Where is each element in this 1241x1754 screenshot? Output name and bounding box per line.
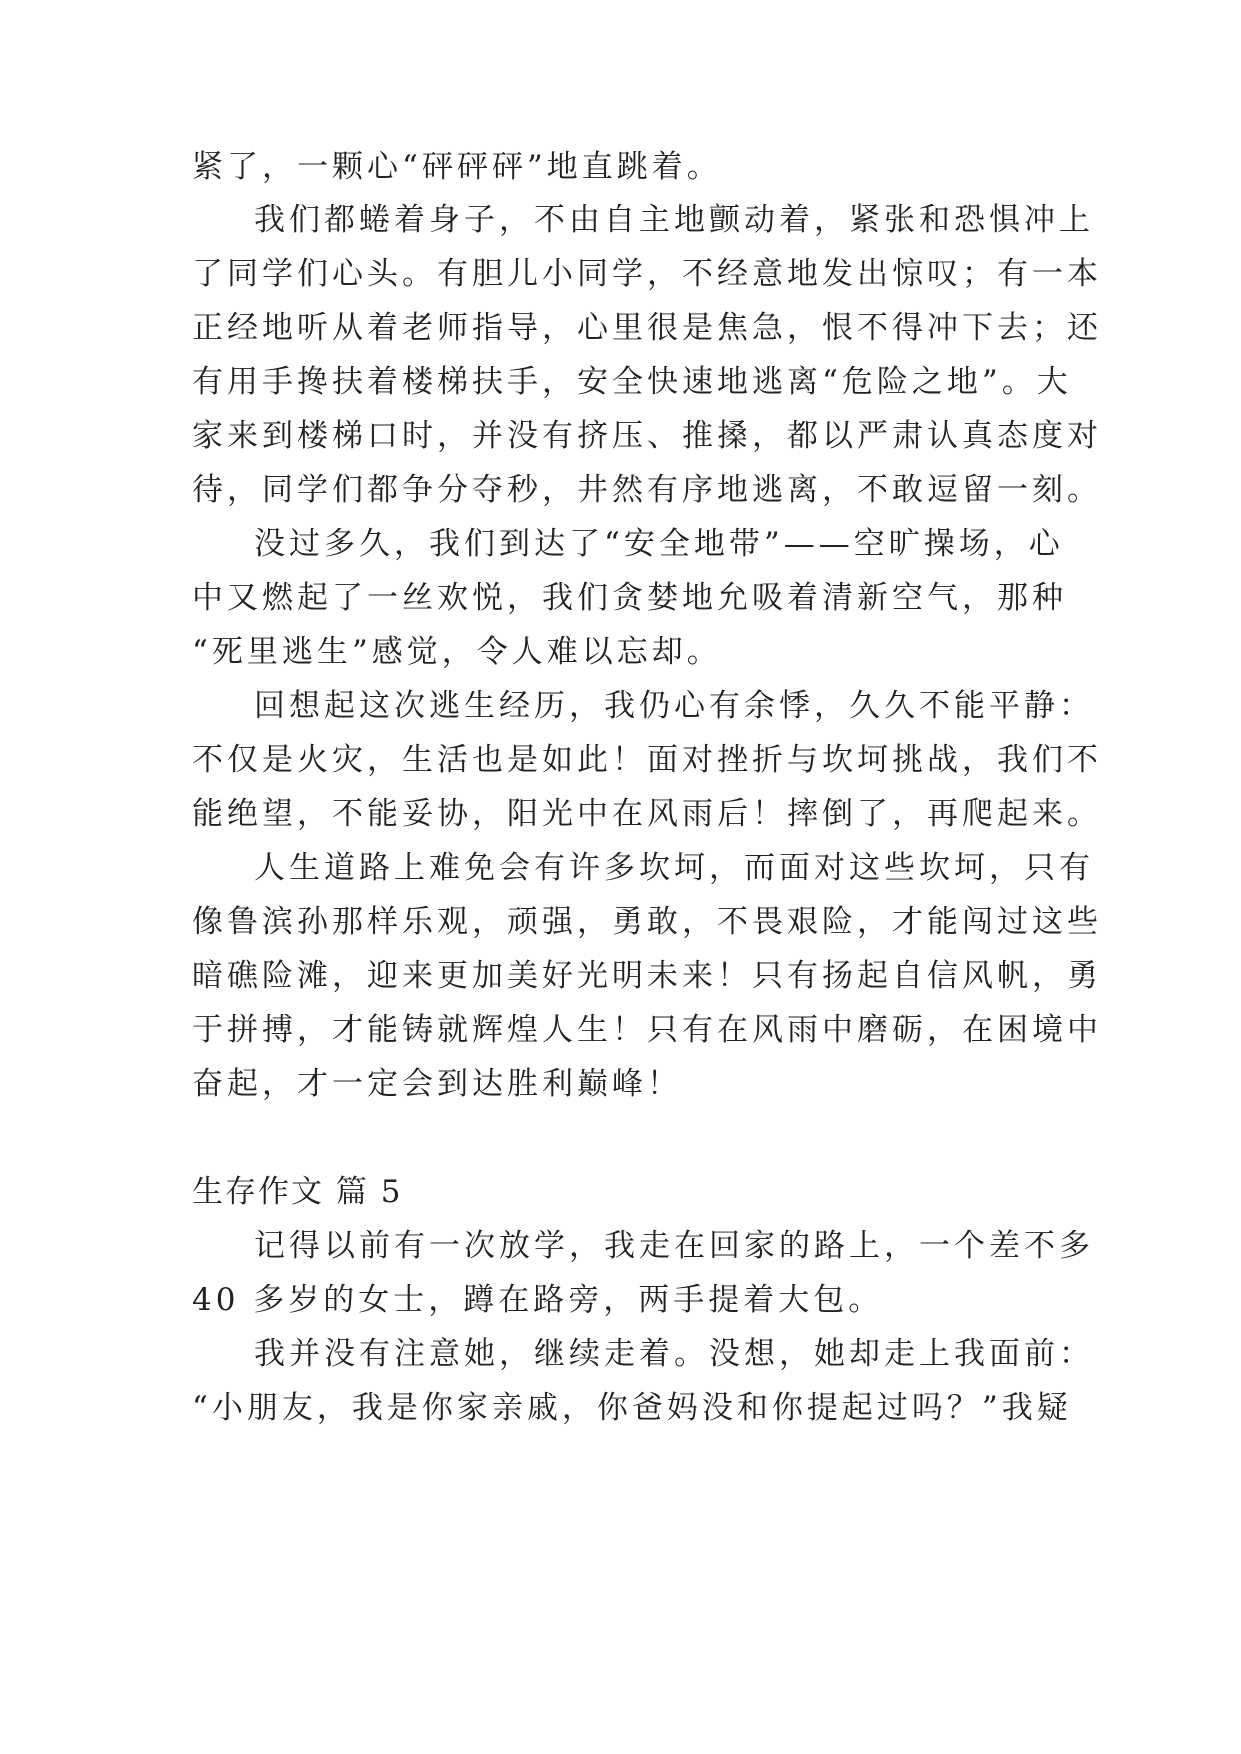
text-line: 正经地听从着老师指导，心里很是焦急，恨不得冲下去；还: [192, 310, 1102, 346]
text-line: 像鲁滨孙那样乐观，顽强，勇敢，不畏艰险，才能闯过这些: [192, 904, 1102, 940]
text-line: “死里逃生”感觉，令人难以忘却。: [192, 634, 722, 670]
text-line: 奋起，才一定会到达胜利巅峰！: [192, 1066, 682, 1102]
text-line: 不仅是火灾，生活也是如此！面对挫折与坎坷挑战，我们不: [192, 742, 1102, 778]
text-line: 家来到楼梯口时，并没有挤压、推搡，都以严肃认真态度对: [192, 418, 1102, 454]
text-line: 回想起这次逃生经历，我仍心有余悸，久久不能平静：: [254, 688, 1094, 724]
text-line: 中又燃起了一丝欢悦，我们贪婪地允吸着清新空气，那种: [192, 580, 1067, 616]
text-line: 了同学们心头。有胆儿小同学，不经意地发出惊叹；有一本: [192, 256, 1102, 292]
text-line: 我并没有注意她，继续走着。没想，她却走上我面前：: [254, 1336, 1094, 1372]
text-line: 我们都蜷着身子，不由自主地颤动着，紧张和恐惧冲上: [254, 202, 1094, 238]
text-line: 暗礁险滩，迎来更加美好光明未来！只有扬起自信风帆，勇: [192, 958, 1102, 994]
text-line: 没过多久，我们到达了“安全地带”——空旷操场，心: [254, 526, 1064, 562]
text-line: “小朋友，我是你家亲戚，你爸妈没和你提起过吗？”我疑: [192, 1390, 1072, 1426]
text-line: 紧了，一颗心“砰砰砰”地直跳着。: [192, 149, 722, 185]
text-line: 能绝望，不能妥协，阳光中在风雨后！摔倒了，再爬起来。: [192, 796, 1102, 832]
section-title: 生存作文 篇 5: [192, 1174, 403, 1210]
text-line: 有用手搀扶着楼梯扶手，安全快速地逃离“危险之地”。大: [192, 364, 1072, 400]
text-line: 于拼搏，才能铸就辉煌人生！只有在风雨中磨砺，在困境中: [192, 1012, 1102, 1048]
text-line: 记得以前有一次放学，我走在回家的路上，一个差不多: [254, 1228, 1094, 1264]
text-line: 40 多岁的女士，蹲在路旁，两手提着大包。: [192, 1282, 884, 1318]
text-line: 待，同学们都争分夺秒，井然有序地逃离，不敢逗留一刻。: [192, 472, 1102, 508]
text-line: 人生道路上难免会有许多坎坷，而面对这些坎坷，只有: [254, 850, 1094, 886]
